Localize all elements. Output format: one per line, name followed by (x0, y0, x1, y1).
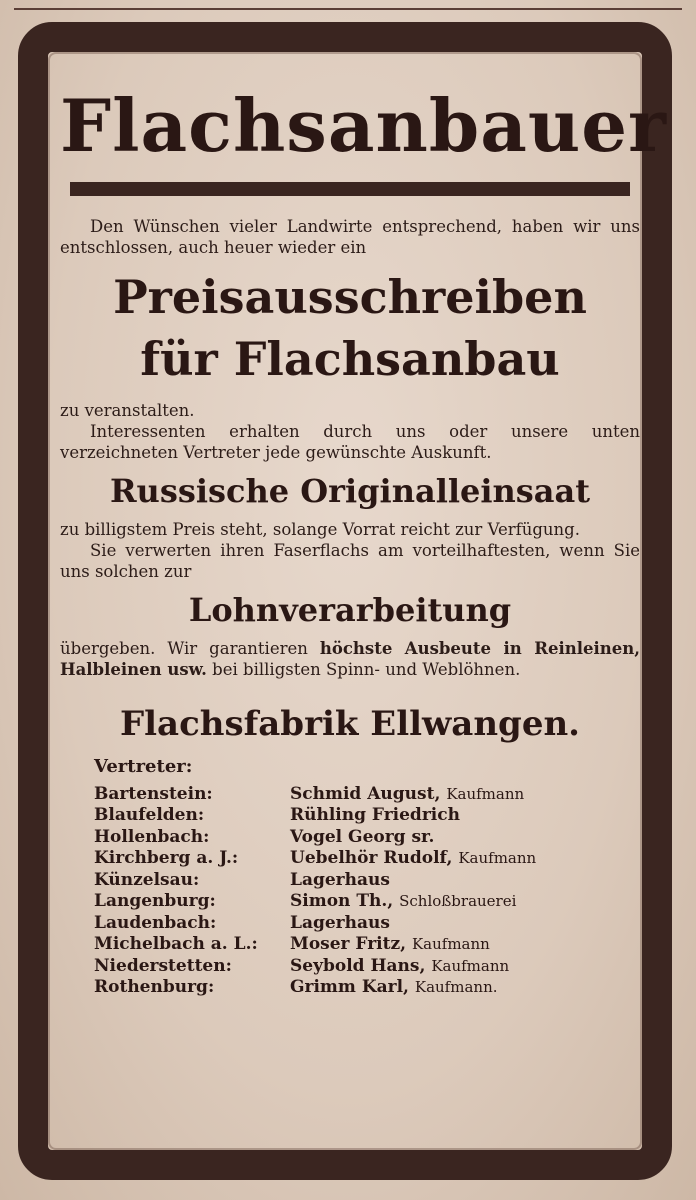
rep-place: Hollenbach: (94, 826, 210, 847)
headline-line-2: für Flachsanbau (140, 332, 560, 386)
rep-place: Laudenbach: (94, 912, 217, 933)
rep-name-text: Grimm Karl, (290, 977, 409, 998)
rep-occupation: Kaufmann (458, 849, 537, 868)
rep-occupation: Kaufmann. (414, 978, 498, 997)
rep-name (290, 783, 536, 805)
rep-place: Bartenstein: (94, 783, 213, 804)
rep-name-text: Rühling Friedrich (290, 805, 460, 826)
company-name: Flachsfabrik Ellwangen. (119, 704, 581, 744)
table-row (94, 826, 536, 848)
headline-block (60, 266, 640, 390)
guarantee-before: übergeben. Wir garantieren (60, 639, 320, 658)
rep-name-text: Seybold Hans, (290, 955, 426, 976)
rep-name-text: Uebelhör Rudolf, (290, 848, 453, 869)
guarantee-after: bei billigsten Spinn- und Weblöhnen. (206, 660, 521, 679)
table-row (94, 934, 536, 956)
rep-place: Kirchberg a. J.: (94, 848, 239, 869)
seed-text: zu billigstem Preis steht, solange Vorrat reicht zur Verfügung. (60, 520, 580, 539)
rep-name-text: Schmid August, (290, 783, 441, 804)
advertisement (60, 60, 667, 998)
table-row (94, 848, 536, 870)
rep-name-text: Lagerhaus (290, 912, 390, 933)
processing-heading: Lohnverarbeitung (188, 591, 512, 629)
rep-place: Künzelsau: (94, 869, 200, 890)
representatives-title: Vertreter: (94, 756, 193, 777)
rep-name-text: Vogel Georg sr. (290, 826, 435, 847)
rep-name (290, 869, 536, 891)
rep-name (290, 912, 536, 934)
rep-occupation: Schloßbrauerei (399, 892, 517, 911)
rep-name (290, 805, 536, 827)
rep-occupation: Kaufmann (411, 935, 490, 954)
rep-place: Niederstetten: (94, 955, 232, 976)
rep-place: Michelbach a. L.: (94, 934, 258, 955)
rep-name-text: Moser Fritz, (290, 934, 407, 955)
table-row (94, 869, 536, 891)
headline-line-1: Preisausschreiben (113, 270, 587, 324)
representatives-table (94, 783, 536, 998)
top-rule (14, 8, 682, 10)
table-row (94, 783, 536, 805)
rep-place: Rothenburg: (94, 977, 215, 998)
rep-name (290, 891, 536, 913)
guarantee-bold: höchste Ausbeute in Reinleinen, Halbleinen usw. (60, 639, 641, 679)
table-row (94, 955, 536, 977)
intro-text: Den Wünschen vieler Landwirte entsprechend, haben wir uns entschlossen, auch heuer wieder ein (60, 217, 640, 257)
table-row (94, 805, 536, 827)
rep-place: Blaufelden: (94, 805, 205, 826)
rep-name-text: Simon Th., (290, 891, 394, 912)
rep-occupation: Kaufmann (446, 784, 525, 803)
info-text: Interessenten erhalten durch uns oder unsere unten verzeichneten Vertreter jede gewünschte Auskunft. (60, 422, 640, 462)
guarantee-text (60, 638, 640, 680)
seed-heading: Russische Originalleinsaat (109, 472, 591, 510)
rep-name (290, 955, 536, 977)
rep-name (290, 934, 536, 956)
rep-occupation: Kaufmann (431, 956, 510, 975)
ad-title: Flachsanbauer (60, 83, 667, 168)
text-after-headline: zu veranstalten. (60, 401, 195, 420)
title-rule (70, 182, 630, 196)
rep-place: Langenburg: (94, 891, 216, 912)
table-row (94, 912, 536, 934)
processing-intro: Sie verwerten ihren Faserflachs am vorteilhaftesten, wenn Sie uns solchen zur (60, 541, 640, 581)
rep-name (290, 977, 536, 999)
table-row (94, 891, 536, 913)
rep-name (290, 848, 536, 870)
rep-name-text: Lagerhaus (290, 869, 390, 890)
table-row (94, 977, 536, 999)
rep-name (290, 826, 536, 848)
